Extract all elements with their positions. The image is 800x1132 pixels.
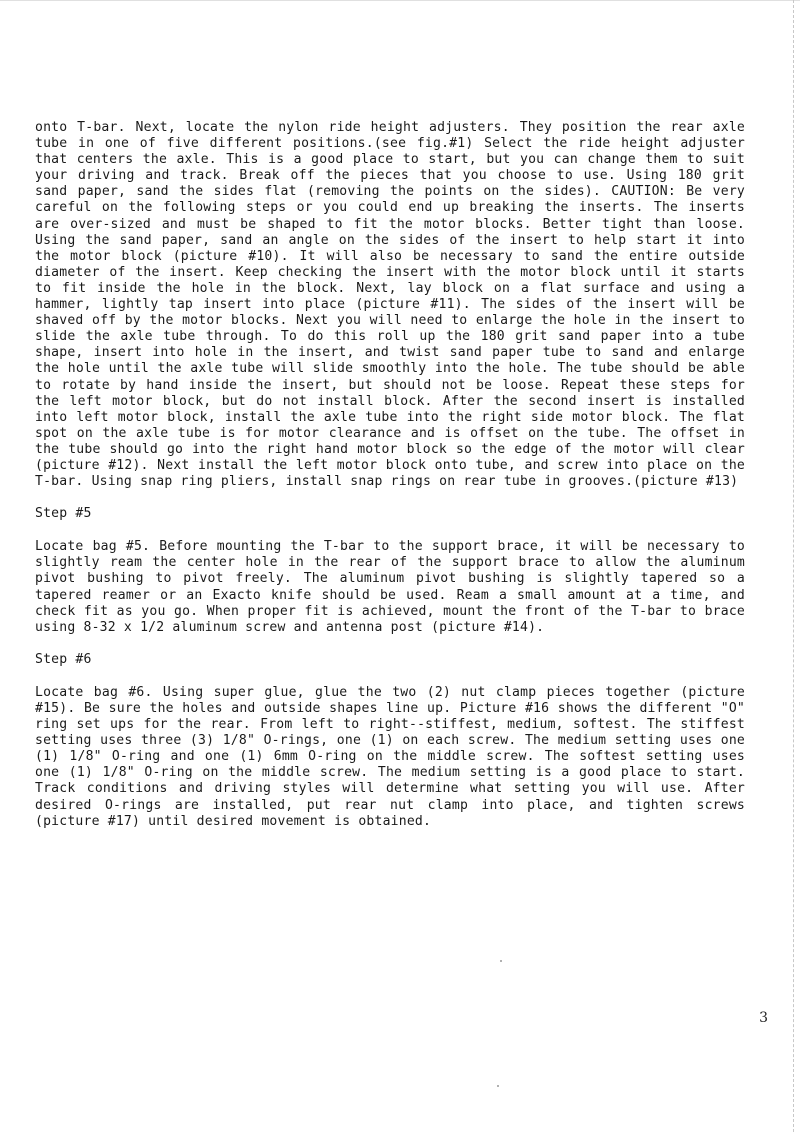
step-5-heading: Step #5 bbox=[35, 506, 92, 522]
scan-speck bbox=[497, 1085, 499, 1087]
document-body bbox=[35, 120, 745, 830]
step-6-heading: Step #6 bbox=[35, 651, 92, 667]
scan-speck bbox=[500, 960, 502, 962]
page-number: 3 bbox=[759, 1010, 768, 1026]
scan-top-edge bbox=[0, 0, 800, 3]
scan-right-edge bbox=[792, 0, 794, 1132]
instruction-paragraph-2: Locate bag #5. Before mounting the T-bar to the support brace, it will be necessary to slightly ream the center hole in the rear of the support brace to allow the aluminum pivot bushing to pivot freely. The aluminum pivot bushing is slightly tapered so a tapered reamer or an Exacto knife should be used. Ream a small amount at a time, and check fit as you go. When proper fit is achieved, mount the front of the T-bar to brace using 8-32 x 1/2 aluminum screw and antenna post (picture #14). bbox=[35, 539, 745, 635]
instruction-paragraph-3: Locate bag #6. Using super glue, glue the two (2) nut clamp pieces together (picture #15). Be sure the holes and outside shapes line up. Picture #16 shows the different "O" ring set ups for the rear. From left to right--stiffest, medium, softest. The stiffest setting uses three (3) 1/8" O-rings, one (1) on each screw. The medium setting uses one (1) 1/8" O-ring and one (1) 6mm O-ring on the middle screw. The softest setting uses one (1) 1/8" O-ring on the middle screw. The medium setting is a good place to start. Track conditions and driving styles will determine what setting you will use. After desired O-rings are installed, put rear nut clamp into place, and tighten screws (picture #17) until desired movement is obtained. bbox=[35, 684, 745, 829]
instruction-paragraph-1: onto T-bar. Next, locate the nylon ride height adjusters. They position the rear axle tube in one of five different positions.(see fig.#1) Select the ride height adjuster that centers the axle. This is a good place to start, but you can change them to suit your driving and track. Break off the pieces that you choose to use. Using 180 grit sand paper, sand the sides flat (removing the points on the sides). CAUTION: Be very careful on the following steps or you could end up breaking the inserts. The inserts are over-sized and must be shaped to fit the motor blocks. Better tight than loose. Using the sand paper, sand an angle on the sides of the insert to help start it into the motor block (picture #10). It will also be necessary to sand the entire outside diameter of the insert. Keep checking the insert with the motor block until it starts to fit inside the hole in the block. Next, lay block on a flat surface and using a hammer, lightly tap insert into place (picture #11). The sides of the insert will be shaved off by the motor blocks. Next you will need to enlarge the hole in the insert to slide the axle tube through. To do this roll up the 180 grit sand paper into a tube shape, insert into hole in the insert, and twist sand paper tube to sand and enlarge the hole until the axle tube will slide smoothly into the hole. The tube should be able to rotate by hand inside the insert, but should not be loose. Repeat these steps for the left motor block, but do not install block. After the second insert is installed into left motor block, install the axle tube into the right side motor block. The flat spot on the axle tube is for motor clearance and is offset on the tube. The offset in the tube should go into the right hand motor block so the edge of the motor will clear (picture #12). Next install the left motor block onto tube, and screw into place on the T-bar. Using snap ring pliers, install snap rings on rear tube in grooves.(picture #13) bbox=[35, 120, 745, 490]
